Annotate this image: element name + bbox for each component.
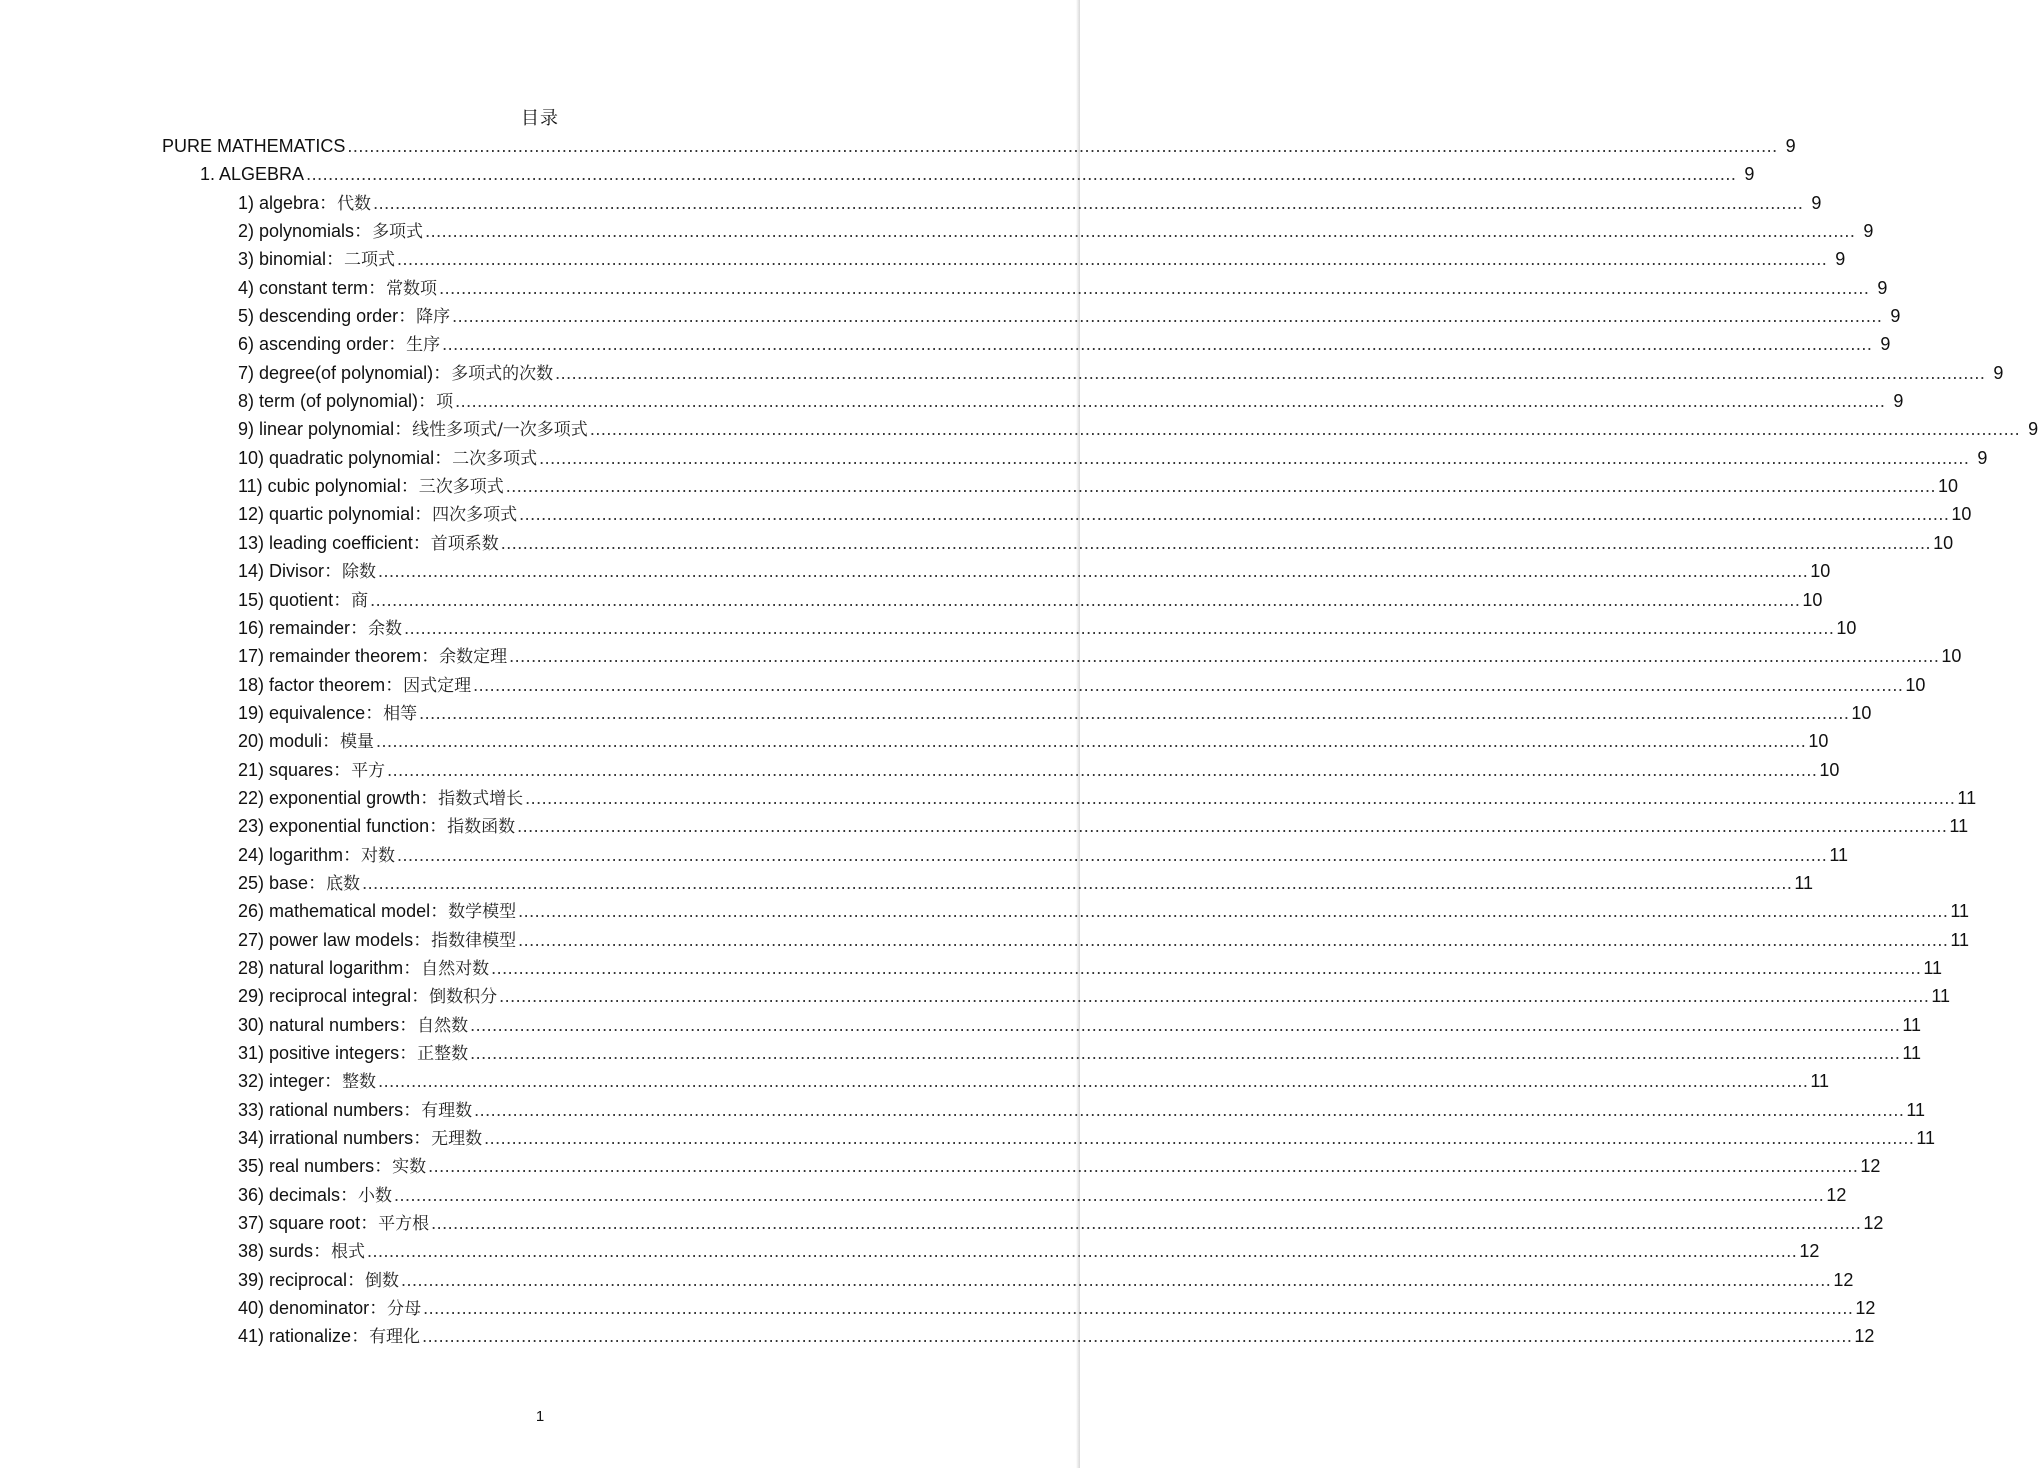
toc-entry-term-en: 4) constant term： xyxy=(238,277,387,298)
toc-entry-term-cn: 整数 xyxy=(342,1072,377,1093)
toc-entry-label xyxy=(238,671,471,700)
toc-entry-term-cn: 指数函数 xyxy=(447,817,516,838)
dot-leader: .................................................................................................................................................................................................................................................................... xyxy=(401,1269,1832,1290)
dot-leader: .................................................................................................................................................................................................................................................................... xyxy=(470,1043,1901,1063)
dot-leader: .................................................................................................................................................................................................................................................................... xyxy=(589,419,2021,440)
toc-entry-term-cn: 余数定理 xyxy=(439,647,508,668)
toc-entry-term-cn: 商 xyxy=(351,590,369,611)
dot-leader: .................................................................................................................................................................................................................................................................... xyxy=(347,136,1778,156)
toc-entry-term-en: 28) natural logarithm： xyxy=(238,957,422,978)
dot-leader: .................................................................................................................................................................................................................................................................... xyxy=(525,787,1956,808)
toc-entry-term-en: 1) algebra： xyxy=(238,192,338,213)
toc-entry-label xyxy=(200,160,304,188)
toc-entry[interactable] xyxy=(162,1067,1830,1095)
toc-entry-term-cn: 余数 xyxy=(368,618,403,639)
toc-entry-term-cn: 有理数 xyxy=(421,1100,473,1121)
toc-entry-term-cn: 根式 xyxy=(331,1242,366,1263)
toc-entry-label xyxy=(238,1322,420,1351)
dot-leader: .................................................................................................................................................................................................................................................................... xyxy=(519,504,1950,525)
toc-entry[interactable] xyxy=(162,1237,1820,1265)
toc-entry-term-en: 11) cubic polynomial： xyxy=(238,476,419,497)
toc-entry-term-en: 16) remainder： xyxy=(238,617,369,638)
dot-leader: .................................................................................................................................................................................................................................................................... xyxy=(387,759,1818,780)
toc-entry-term-cn: 首项系数 xyxy=(430,533,499,554)
toc-entry-term-en: 27) power law models： xyxy=(238,929,432,950)
dot-leader: .................................................................................................................................................................................................................................................................... xyxy=(509,646,1940,667)
toc-entry-page-number: 12 xyxy=(1833,1269,1854,1290)
toc-entry-label xyxy=(238,387,453,416)
dot-leader: .................................................................................................................................................................................................................................................................... xyxy=(518,901,1949,922)
toc-entry-page-number: 11 xyxy=(1810,1071,1830,1092)
toc-entry-label xyxy=(238,756,385,785)
toc-entry[interactable] xyxy=(162,1124,1936,1152)
toc-entry-label xyxy=(238,1152,426,1181)
dot-leader: .................................................................................................................................................................................................................................................................... xyxy=(539,447,1970,468)
toc-entry-page-number: 10 xyxy=(1836,617,1857,638)
toc-entry[interactable] xyxy=(162,897,1970,925)
toc-entry-page-number: 10 xyxy=(1819,759,1840,780)
dot-leader: .................................................................................................................................................................................................................................................................... xyxy=(470,1014,1901,1035)
toc-entry[interactable] xyxy=(162,160,1755,188)
toc-entry[interactable] xyxy=(162,444,1988,472)
toc-entry-term-en: 19) equivalence： xyxy=(238,702,384,723)
toc-entry[interactable] xyxy=(162,841,1848,869)
toc-entry-term-en: 35) real numbers： xyxy=(238,1156,393,1177)
toc-entry[interactable] xyxy=(162,1152,1881,1180)
toc-entry-page-number: 12 xyxy=(1863,1213,1884,1234)
toc-entry-term-cn: 相等 xyxy=(383,703,418,724)
dot-leader: .................................................................................................................................................................................................................................................................... xyxy=(367,1241,1798,1262)
toc-entry-term-cn: 平方 xyxy=(351,760,386,781)
toc-entry-page-number: 9 xyxy=(1811,192,1822,213)
toc-entry-term-en: 32) integer： xyxy=(238,1071,343,1092)
toc-entry-label xyxy=(238,415,588,444)
toc-entry-term-cn: 实数 xyxy=(392,1157,427,1178)
toc-entry-label xyxy=(238,727,374,756)
toc-entry-page-number: 11 xyxy=(1931,986,1951,1007)
toc-entry-label xyxy=(238,897,516,926)
toc-entry-term-en: 3) binomial： xyxy=(238,249,345,270)
toc-entry-label xyxy=(238,189,371,218)
toc-entry-label xyxy=(238,1266,399,1295)
toc-entry-label xyxy=(238,274,437,303)
toc-entry-page-number: 9 xyxy=(1835,249,1846,270)
page-number: 1 xyxy=(535,1408,545,1425)
toc-entry[interactable] xyxy=(162,132,1796,160)
toc-entry-page-number: 11 xyxy=(1902,1014,1922,1035)
toc-entry-term-en: 15) quotient： xyxy=(238,589,352,610)
toc-entry-page-number: 10 xyxy=(1933,532,1954,553)
toc-entry[interactable] xyxy=(162,671,1926,699)
toc-entry-term-cn: 代数 xyxy=(337,193,372,214)
dot-leader: .................................................................................................................................................................................................................................................................... xyxy=(362,872,1793,893)
toc-entry-term-cn: 四次多项式 xyxy=(432,505,518,526)
dot-leader: .................................................................................................................................................................................................................................................................... xyxy=(431,1213,1862,1234)
toc-entry[interactable] xyxy=(162,1096,1926,1124)
toc-entry-label xyxy=(238,500,517,529)
toc-entry-term-cn: 分母 xyxy=(387,1299,422,1320)
toc-entry[interactable] xyxy=(162,869,1814,897)
toc-entry[interactable] xyxy=(162,642,1962,670)
toc-entry-term-cn: 无理数 xyxy=(431,1129,483,1150)
toc-entry-term-en: 30) natural numbers： xyxy=(238,1014,418,1035)
toc-entry-term-cn: 倒数 xyxy=(365,1270,400,1291)
dot-leader: .................................................................................................................................................................................................................................................................... xyxy=(455,391,1886,412)
toc-entry-page-number: 11 xyxy=(1950,901,1970,922)
toc-entry-page-number: 9 xyxy=(2028,419,2038,440)
toc-entry-term-cn: 平方根 xyxy=(378,1214,430,1235)
toc-entry[interactable] xyxy=(162,472,1959,500)
toc-entry-page-number: 12 xyxy=(1854,1326,1875,1347)
toc-entry-label xyxy=(238,1237,365,1266)
dot-leader: .................................................................................................................................................................................................................................................................... xyxy=(505,476,1937,497)
toc-entry-page-number: 10 xyxy=(1941,646,1962,667)
toc-entry-term-en: 13) leading coefficient： xyxy=(238,532,431,553)
toc-entry-term-cn: 对数 xyxy=(361,845,396,866)
toc-entry-term-en: 8) term (of polynomial)： xyxy=(238,391,437,412)
toc-entry-term-cn: 二次多项式 xyxy=(452,448,538,469)
toc-entry-term-en: 38) surds： xyxy=(238,1241,332,1262)
toc-entry-label xyxy=(238,557,376,586)
toc-entry-page-number: 9 xyxy=(1880,334,1891,355)
dot-leader: .................................................................................................................................................................................................................................................................... xyxy=(518,929,1949,950)
toc-entry-label xyxy=(238,699,417,728)
dot-leader: .................................................................................................................................................................................................................................................................... xyxy=(376,731,1807,752)
dot-leader: .................................................................................................................................................................................................................................................................... xyxy=(423,1298,1854,1319)
toc-entry-term-en: 39) reciprocal： xyxy=(238,1269,366,1290)
toc-entry-term-cn: 常数项 xyxy=(386,278,438,299)
toc-entry-page-number: 9 xyxy=(1877,277,1888,298)
toc-entry-label xyxy=(238,330,440,359)
toc-entry-term-en: 31) positive integers： xyxy=(238,1043,418,1063)
toc-entry[interactable] xyxy=(162,1011,1922,1039)
toc-entry-page-number: 10 xyxy=(1808,731,1829,752)
toc-entry-term-en: 24) logarithm： xyxy=(238,844,362,865)
toc-entry-term-cn: 二项式 xyxy=(344,250,396,271)
toc-entry-page-number: 9 xyxy=(1785,136,1796,156)
toc-entry-term-cn: 倒数积分 xyxy=(429,987,498,1008)
dot-leader: .................................................................................................................................................................................................................................................................... xyxy=(491,957,1922,978)
toc-entry[interactable] xyxy=(162,557,1831,585)
toc-entry-label xyxy=(238,841,395,870)
toc-entry[interactable] xyxy=(162,614,1857,642)
toc-entry-page-number: 9 xyxy=(1890,306,1901,327)
toc-entry-term-cn: 多项式的次数 xyxy=(451,363,554,384)
toc-entry[interactable] xyxy=(162,812,1969,840)
toc-entry-label xyxy=(162,132,345,160)
toc-entry-label xyxy=(238,302,450,331)
toc-entry[interactable] xyxy=(162,217,1874,245)
toc-entry-term-cn: 模量 xyxy=(340,732,375,753)
toc-entry-label xyxy=(238,1039,468,1068)
toc-entry-term-cn: 指数式增长 xyxy=(438,788,524,809)
toc-entry-page-number: 9 xyxy=(1977,447,1988,468)
toc-entry-term-en: 14) Divisor： xyxy=(238,561,343,582)
toc-entry[interactable] xyxy=(162,926,1970,954)
toc-entry-label xyxy=(238,1096,472,1125)
toc-entry-term-en: 21) squares： xyxy=(238,759,352,780)
dot-leader: .................................................................................................................................................................................................................................................................... xyxy=(397,844,1828,865)
toc-entry-page-number: 10 xyxy=(1851,702,1872,723)
toc-entry[interactable] xyxy=(162,586,1823,614)
toc-entry-term-cn: 线性多项式/一次多项式 xyxy=(412,420,588,441)
toc-entry[interactable] xyxy=(162,1039,1922,1067)
toc-entry[interactable] xyxy=(162,302,1901,330)
dot-leader: .................................................................................................................................................................................................................................................................... xyxy=(394,1184,1825,1205)
toc-entry[interactable] xyxy=(162,954,1943,982)
dot-leader: .................................................................................................................................................................................................................................................................... xyxy=(373,192,1804,213)
toc-entry-page-number: 10 xyxy=(1810,561,1831,582)
toc-entry-term-en: 17) remainder theorem： xyxy=(238,646,440,667)
toc-entry-label xyxy=(238,926,516,955)
toc-entry-term-cn: 项 xyxy=(436,392,454,413)
toc-entry-label xyxy=(238,529,499,558)
toc-entry-label xyxy=(238,614,402,643)
toc-entry[interactable] xyxy=(162,756,1840,784)
toc-entry-term-cn: 降序 xyxy=(416,307,451,328)
toc-entry-term-en: 5) descending order： xyxy=(238,306,417,327)
dot-leader: .................................................................................................................................................................................................................................................................... xyxy=(422,1326,1853,1347)
toc-entry-term-en: 12) quartic polynomial： xyxy=(238,504,433,525)
toc-entry-page-number: 11 xyxy=(1923,957,1943,978)
toc-entry[interactable] xyxy=(162,784,1977,812)
toc-entry-page-number: 12 xyxy=(1855,1298,1876,1319)
toc-entry-page-number: 9 xyxy=(1863,221,1874,242)
dot-leader: .................................................................................................................................................................................................................................................................... xyxy=(306,164,1737,185)
dot-leader: .................................................................................................................................................................................................................................................................... xyxy=(404,617,1835,638)
dot-leader: .................................................................................................................................................................................................................................................................... xyxy=(474,1099,1905,1120)
toc-entry-label xyxy=(238,1209,429,1238)
toc-entry-term-cn: 三次多项式 xyxy=(418,477,504,498)
toc-entry-label xyxy=(238,982,497,1011)
dot-leader: .................................................................................................................................................................................................................................................................... xyxy=(378,561,1809,582)
dot-leader: .................................................................................................................................................................................................................................................................... xyxy=(419,702,1850,723)
dot-leader: .................................................................................................................................................................................................................................................................... xyxy=(517,816,1948,837)
toc-entry-label xyxy=(238,444,537,473)
toc-entry-label xyxy=(238,245,395,274)
toc-entry-term-cn: 正整数 xyxy=(417,1044,469,1064)
dot-leader: .................................................................................................................................................................................................................................................................... xyxy=(370,589,1801,610)
toc-entry-term-cn: 自然对数 xyxy=(421,958,490,979)
toc-entry-label xyxy=(238,1067,376,1096)
dot-leader: .................................................................................................................................................................................................................................................................... xyxy=(378,1071,1809,1092)
toc-entry[interactable] xyxy=(162,274,1888,302)
dot-leader: .................................................................................................................................................................................................................................................................... xyxy=(555,362,1986,383)
toc-entry[interactable] xyxy=(162,189,1822,217)
toc-entry-term-en: 6) ascending order： xyxy=(238,334,407,355)
toc-entry[interactable] xyxy=(162,1322,1875,1350)
toc-entry[interactable] xyxy=(162,387,1904,415)
dot-leader: .................................................................................................................................................................................................................................................................... xyxy=(499,986,1930,1007)
toc-entry-label xyxy=(238,472,504,501)
toc-entry-page-number: 11 xyxy=(1950,929,1970,950)
table-of-contents xyxy=(162,132,2038,1351)
toc-entry-term-en: 41) rationalize： xyxy=(238,1326,370,1347)
toc-entry[interactable] xyxy=(162,245,1846,273)
toc-entry-label xyxy=(238,217,423,246)
toc-entry-term-en: 40) denominator： xyxy=(238,1298,388,1319)
toc-entry-term-en: 29) reciprocal integral： xyxy=(238,986,430,1007)
toc-entry-label xyxy=(238,812,515,841)
toc-entry-page-number: 12 xyxy=(1826,1184,1847,1205)
toc-entry[interactable] xyxy=(162,500,1972,528)
toc-entry-term-en: PURE MATHEMATICS xyxy=(162,136,346,156)
toc-entry-page-number: 11 xyxy=(1906,1099,1926,1120)
toc-entry[interactable] xyxy=(162,1294,1876,1322)
toc-entry-label xyxy=(238,1294,421,1323)
dot-leader: .................................................................................................................................................................................................................................................................... xyxy=(473,674,1904,695)
toc-entry-term-cn: 多项式 xyxy=(372,222,424,243)
toc-entry-term-en: 33) rational numbers： xyxy=(238,1099,422,1120)
toc-entry-term-en: 23) exponential function： xyxy=(238,816,448,837)
toc-entry-page-number: 9 xyxy=(1744,164,1755,185)
toc-entry[interactable] xyxy=(162,330,1891,358)
toc-entry-page-number: 10 xyxy=(1951,504,1972,525)
dot-leader: .................................................................................................................................................................................................................................................................... xyxy=(439,277,1870,298)
dot-leader: .................................................................................................................................................................................................................................................................... xyxy=(500,532,1932,553)
toc-entry-label xyxy=(238,784,523,813)
toc-entry-term-cn: 小数 xyxy=(358,1185,393,1206)
toc-entry-page-number: 10 xyxy=(1938,476,1959,497)
toc-entry[interactable] xyxy=(162,982,1951,1010)
toc-entry-term-cn: 指数律模型 xyxy=(431,930,517,951)
toc-entry-term-en: 7) degree(of polynomial)： xyxy=(238,362,452,383)
toc-entry-term-en: 34) irrational numbers： xyxy=(238,1128,432,1149)
toc-entry-term-en: 18) factor theorem： xyxy=(238,674,404,695)
toc-entry-term-cn: 因式定理 xyxy=(403,675,472,696)
toc-entry[interactable] xyxy=(162,1266,1854,1294)
dot-leader: .................................................................................................................................................................................................................................................................... xyxy=(425,221,1856,242)
dot-leader: .................................................................................................................................................................................................................................................................... xyxy=(452,306,1883,327)
toc-entry-page-number: 11 xyxy=(1829,844,1848,865)
toc-entry[interactable] xyxy=(162,529,1954,557)
toc-entry-label xyxy=(238,1181,392,1210)
toc-entry-label xyxy=(238,954,489,983)
toc-entry-page-number: 11 xyxy=(1949,816,1969,837)
toc-entry-term-cn: 有理化 xyxy=(369,1327,421,1348)
toc-entry-page-number: 12 xyxy=(1799,1241,1820,1262)
dot-leader: .................................................................................................................................................................................................................................................................... xyxy=(442,334,1873,355)
toc-entry-term-cn: 数学模型 xyxy=(448,902,517,923)
toc-entry-label xyxy=(238,642,507,671)
toc-entry-term-en: 20) moduli： xyxy=(238,731,341,752)
toc-title: 目录 xyxy=(521,108,559,129)
toc-entry-page-number: 11 xyxy=(1794,872,1814,893)
toc-entry-term-en: 22) exponential growth： xyxy=(238,787,439,808)
toc-entry-term-cn: 自然数 xyxy=(417,1015,469,1036)
toc-entry-label xyxy=(238,359,553,388)
toc-entry-page-number: 9 xyxy=(1893,391,1904,412)
toc-entry-page-number: 11 xyxy=(1902,1043,1922,1063)
toc-entry[interactable] xyxy=(162,415,2038,443)
toc-entry-term-cn: 生序 xyxy=(406,335,441,356)
toc-entry-label xyxy=(238,586,368,615)
toc-entry-label xyxy=(238,869,360,898)
dot-leader: .................................................................................................................................................................................................................................................................... xyxy=(428,1156,1859,1177)
dot-leader: .................................................................................................................................................................................................................................................................... xyxy=(484,1128,1915,1149)
toc-entry-label xyxy=(238,1124,482,1153)
toc-entry-term-en: 26) mathematical model： xyxy=(238,901,449,922)
toc-entry[interactable] xyxy=(162,699,1872,727)
toc-entry-term-en: 9) linear polynomial： xyxy=(238,419,413,440)
toc-entry[interactable] xyxy=(162,1209,1884,1237)
toc-entry-term-en: 36) decimals： xyxy=(238,1184,359,1205)
toc-entry[interactable] xyxy=(162,727,1829,755)
toc-entry-page-number: 11 xyxy=(1916,1128,1936,1149)
toc-entry[interactable] xyxy=(162,1181,1847,1209)
toc-entry-term-en: 2) polynomials： xyxy=(238,221,373,242)
toc-entry-term-en: 1. ALGEBRA xyxy=(200,164,305,185)
toc-entry-label xyxy=(238,1011,468,1040)
toc-entry-page-number: 9 xyxy=(1993,362,2004,383)
toc-entry-page-number: 10 xyxy=(1905,674,1926,695)
toc-entry-term-en: 10) quadratic polynomial： xyxy=(238,447,453,468)
toc-entry[interactable] xyxy=(162,359,2004,387)
toc-entry-page-number: 12 xyxy=(1860,1156,1881,1177)
toc-entry-term-cn: 底数 xyxy=(326,873,361,894)
dot-leader: .................................................................................................................................................................................................................................................................... xyxy=(397,249,1828,270)
toc-entry-term-en: 25) base： xyxy=(238,872,327,893)
toc-entry-term-cn: 除数 xyxy=(342,562,377,583)
toc-entry-page-number: 11 xyxy=(1957,787,1977,808)
toc-entry-page-number: 10 xyxy=(1802,589,1823,610)
toc-entry-term-en: 37) square root： xyxy=(238,1213,379,1234)
